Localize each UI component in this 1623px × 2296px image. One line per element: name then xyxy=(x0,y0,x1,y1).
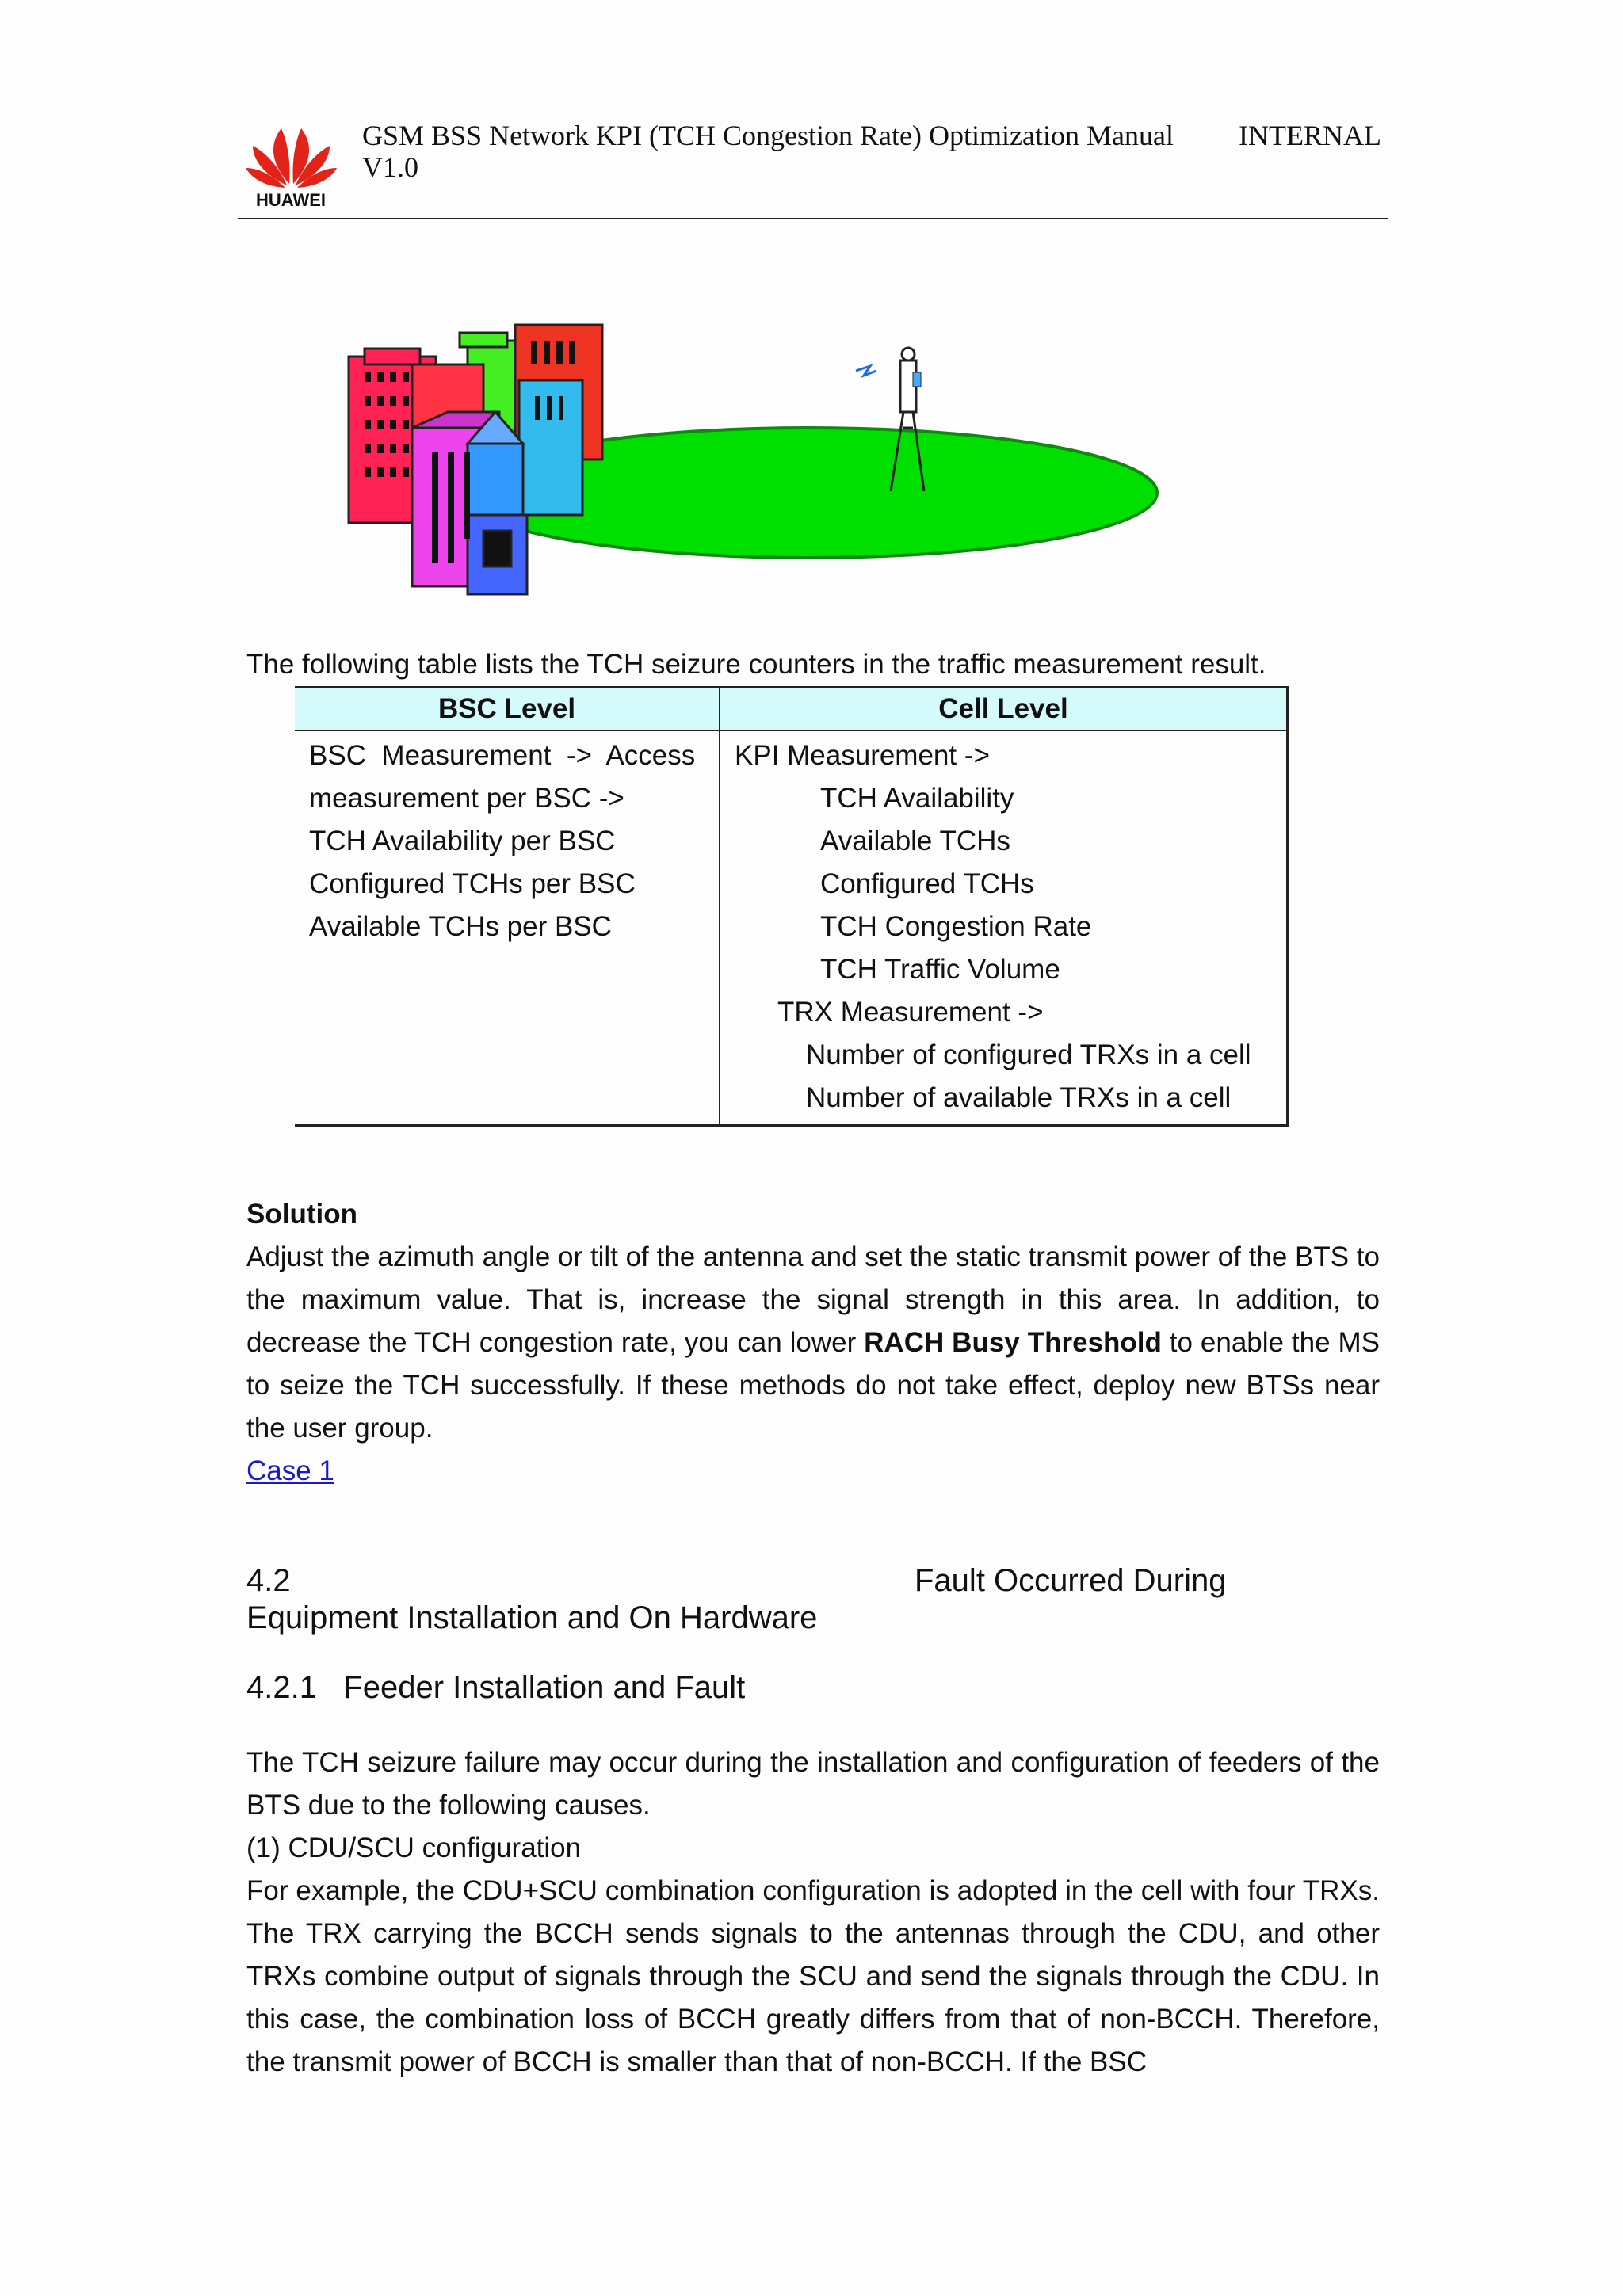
cell-line: KPI Measurement -> xyxy=(735,740,990,771)
building-cluster xyxy=(349,325,602,594)
coverage-illustration xyxy=(341,309,1212,602)
huawei-logo xyxy=(242,111,341,210)
case-1-link[interactable]: Case 1 xyxy=(246,1455,334,1486)
section-title-part1: Fault Occurred During xyxy=(915,1563,1227,1598)
cell-line: TCH Traffic Volume xyxy=(820,954,1060,985)
bsc-line: TCH Availability per BSC xyxy=(309,826,616,856)
subsection-heading: 4.2.1 Feeder Installation and Fault xyxy=(246,1670,746,1705)
cell-line: Configured TCHs xyxy=(820,868,1034,899)
feeder-paragraph xyxy=(246,1741,1380,2084)
cell-line: TCH Congestion Rate xyxy=(820,911,1092,942)
table-intro: The following table lists the TCH seizure counters in the traffic measurement result. xyxy=(246,649,1266,680)
tch-counter-table xyxy=(295,686,1289,1127)
signal-wave xyxy=(856,366,876,376)
solution-heading: Solution xyxy=(246,1199,357,1230)
column-header-bsc: BSC Level xyxy=(295,688,720,731)
bsc-line: Configured TCHs per BSC xyxy=(309,868,636,899)
paragraph-line: For example, the CDU+SCU combination configuration is adopted in the cell with four TRXs. The TRX carrying the BCCH sends signals to the antennas through the CDU, and other TRXs combine output of signals through the SCU and send the signals through the CDU. In this case, the combination loss of BCCH greatly differs from that of non-BCCH. Therefore, the transmit power of BCCH is smaller than that of non-BCCH. If the BSC xyxy=(246,1875,1380,2077)
cell-line: TRX Measurement -> xyxy=(777,997,1044,1028)
cell-level-cell xyxy=(720,730,1288,1126)
paragraph-line: The TCH seizure failure may occur during the installation and configuration of feeders of the BTS due to the following causes. xyxy=(246,1747,1380,1821)
classification-label: INTERNAL xyxy=(1239,120,1381,151)
bsc-level-cell xyxy=(295,730,720,1126)
solution-parameter: RACH Busy Threshold xyxy=(864,1327,1162,1358)
section-number: 4.2 xyxy=(246,1563,291,1598)
solution-text-end: to enable the MS to seize the TCH successfully. If these methods do not take effect, deploy new BTSs near the user group. xyxy=(246,1327,1381,1444)
bsc-line: measurement per BSC -> xyxy=(309,783,624,814)
bsc-line: Available TCHs per BSC xyxy=(309,911,612,942)
cell-line: Number of configured TRXs in a cell xyxy=(806,1039,1251,1070)
bsc-line: BSC Measurement -> Access xyxy=(309,740,696,771)
cell-line: Number of available TRXs in a cell xyxy=(806,1082,1232,1113)
solution-text: Adjust the azimuth angle or tilt of the antenna and set the static transmit power of the BTS to the maximum value. That is, increase the signal strength in this area. In addition, to decrease the TCH congestion rate, you can lower xyxy=(246,1241,1380,1358)
document-version: V1.0 xyxy=(362,151,418,183)
paragraph-line: (1) CDU/SCU configuration xyxy=(246,1833,582,1863)
section-title-part2: Equipment Installation and On Hardware xyxy=(246,1600,818,1635)
header-divider xyxy=(238,218,1388,219)
column-header-cell: Cell Level xyxy=(720,688,1288,731)
solution-paragraph xyxy=(246,1236,1380,1450)
document-title: GSM BSS Network KPI (TCH Congestion Rate) Optimization Manual xyxy=(362,120,1174,151)
cell-line: TCH Availability xyxy=(820,783,1014,814)
logo-wordmark: HUAWEI xyxy=(256,190,326,210)
cell-line: Available TCHs xyxy=(820,826,1010,856)
phone xyxy=(913,372,921,387)
